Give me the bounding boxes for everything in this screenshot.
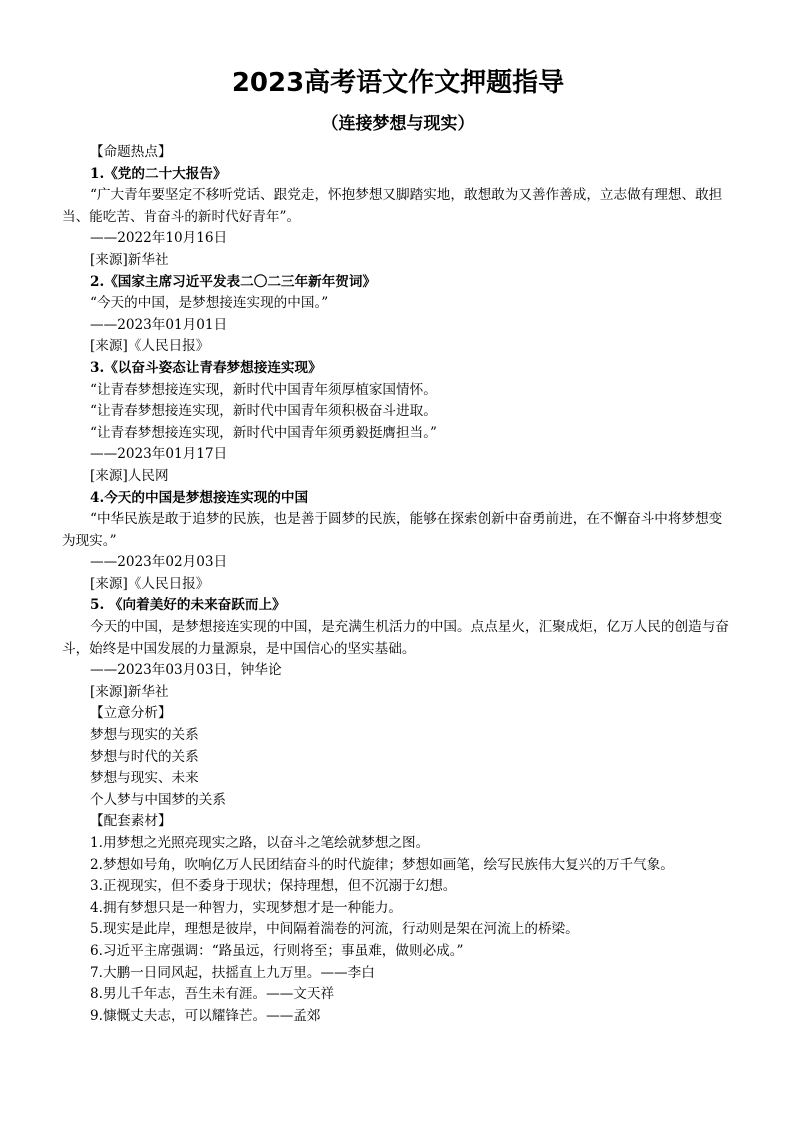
hot-topic-item xyxy=(62,164,734,272)
analysis-item: 梦想与现实、未来 xyxy=(90,770,199,787)
analysis-item: 个人梦与中国梦的关系 xyxy=(90,791,226,808)
hot-topic-quote: 今天的中国，是梦想接连实现的中国，是充满生机活力的中国。点点星火，汇聚成炬，亿万人民的创造与奋斗，始终是中国发展的力量源泉，是中国信心的坚实基础。 xyxy=(62,619,729,657)
material-item: 6.习近平主席强调：“路虽远，行则将至；事虽难，做则必成。” xyxy=(90,942,464,959)
page-title: 2023高考语文作文押题指导 xyxy=(231,68,565,98)
hot-topic-source: [来源]人民网 xyxy=(90,467,169,484)
document-page xyxy=(62,66,734,1027)
hot-topic-source: [来源]新华社 xyxy=(90,683,169,700)
material-item: 1.用梦想之光照亮现实之路，以奋斗之笔绘就梦想之图。 xyxy=(90,835,430,851)
hot-topic-item xyxy=(62,272,734,358)
hot-topic-heading: 2.《国家主席习近平发表二〇二三年新年贺词》 xyxy=(90,273,377,290)
hot-topic-quote: “让青春梦想接连实现，新时代中国青年须积极奋斗进取。 xyxy=(90,403,437,420)
material-item: 2.梦想如号角，吹响亿万人民团结奋斗的时代旋律；梦想如画笔，绘写民族伟大复兴的万千气象。 xyxy=(90,856,674,873)
page-subtitle: （连接梦想与现实） xyxy=(321,114,475,134)
section-heading-analysis: 【立意分析】 xyxy=(90,705,172,722)
material-item: 8.男儿千年志，吾生未有涯。——文天祥 xyxy=(90,986,335,1003)
hot-topic-date: ——2022年10月16日 xyxy=(90,230,228,247)
hot-topic-quote: “让青春梦想接连实现，新时代中国青年须勇毅挺膺担当。” xyxy=(90,424,437,441)
hot-topic-date: ——2023年01月17日 xyxy=(90,446,228,463)
hot-topic-quote: “广大青年要坚定不移听党话、跟党走，怀抱梦想又脚踏实地，敢想敢为又善作善成，立志做有理想、敢担当、能吃苦、肯奋斗的新时代好青年”。 xyxy=(62,187,723,225)
material-item: 4.拥有梦想只是一种智力，实现梦想才是一种能力。 xyxy=(90,899,403,916)
hot-topic-date: ——2023年03月03日，钟华论 xyxy=(90,662,282,679)
hot-topic-date: ——2023年02月03日 xyxy=(90,554,228,571)
hot-topic-quote: “中华民族是敢于追梦的民族，也是善于圆梦的民族，能够在探索创新中奋勇前进，在不懈奋斗中将梦想变为现实。” xyxy=(62,511,723,549)
hot-topic-item xyxy=(62,488,734,596)
hot-topic-source: [来源]《人民日报》 xyxy=(90,338,210,355)
hot-topic-quote: “今天的中国，是梦想接连实现的中国。” xyxy=(90,295,329,312)
analysis-item: 梦想与时代的关系 xyxy=(90,748,199,765)
hot-topic-item xyxy=(62,358,734,488)
hot-topic-source: [来源]新华社 xyxy=(90,251,169,268)
hot-topic-heading: 1.《党的二十大报告》 xyxy=(90,165,227,182)
hot-topic-heading: 5. 《向着美好的未来奋跃而上》 xyxy=(90,597,286,614)
hot-topic-quote: “让青春梦想接连实现，新时代中国青年须厚植家国情怀。 xyxy=(90,381,437,398)
hot-topic-date: ——2023年01月01日 xyxy=(90,316,228,333)
hot-topic-heading: 3.《以奋斗姿态让青春梦想接连实现》 xyxy=(90,359,322,376)
hot-topic-heading: 4.今天的中国是梦想接连实现的中国 xyxy=(90,489,309,506)
material-item: 7.大鹏一日同风起，扶摇直上九万里。——李白 xyxy=(90,964,375,981)
hot-topic-source: [来源]《人民日报》 xyxy=(90,575,210,592)
analysis-item: 梦想与现实的关系 xyxy=(90,727,199,744)
section-heading-materials: 【配套素材】 xyxy=(90,813,172,830)
material-item: 9.慷慨丈夫志，可以耀锋芒。——孟郊 xyxy=(90,1007,321,1024)
section-heading-hot-topics: 【命题热点】 xyxy=(90,144,172,160)
material-item: 5.现实是此岸，理想是彼岸，中间隔着湍卷的河流，行动则是架在河流上的桥梁。 xyxy=(90,921,579,938)
hot-topic-item xyxy=(62,595,734,703)
material-item: 3.正视现实，但不委身于现状；保持理想，但不沉溺于幻想。 xyxy=(90,878,457,895)
